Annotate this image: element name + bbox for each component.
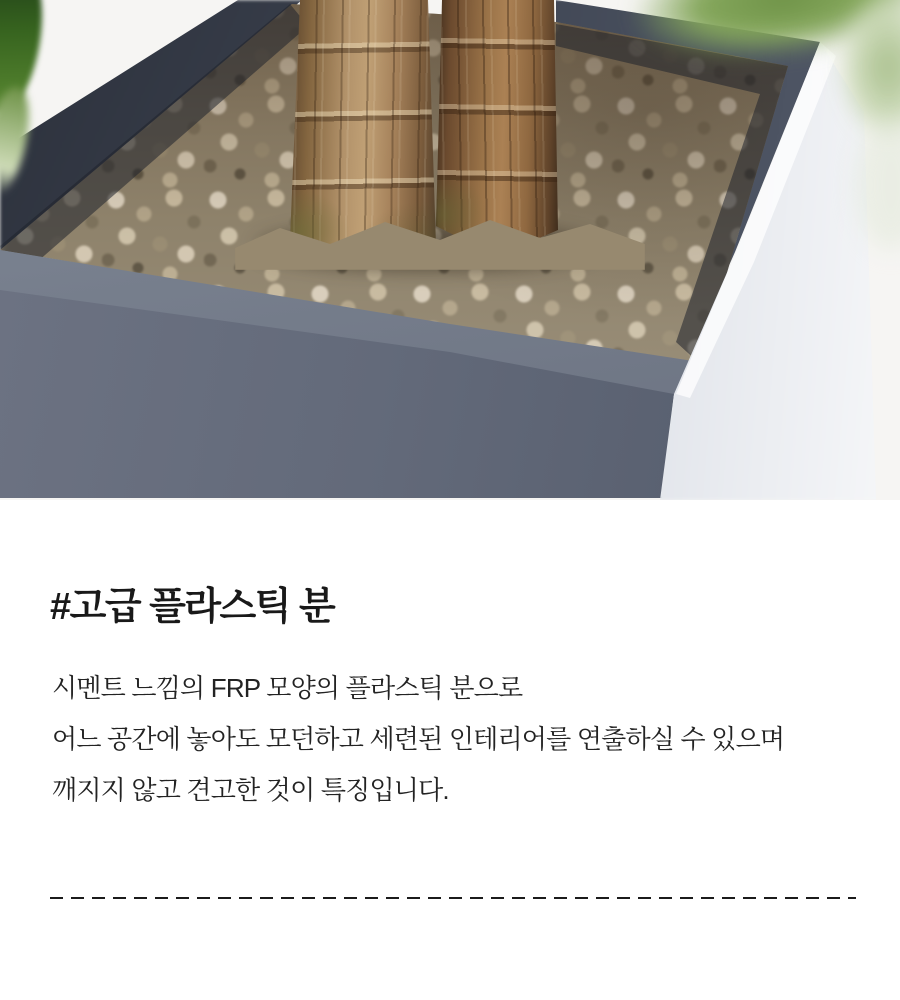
description-section [0, 500, 900, 1000]
description-text [52, 663, 852, 816]
description-line: 어느 공간에 놓아도 모던하고 세련된 인테리어를 연출하실 수 있으며 [52, 724, 785, 754]
plant-trunk-right [436, 0, 558, 242]
dashed-divider [50, 897, 856, 899]
description-line: 시멘트 느낌의 FRP 모양의 플라스틱 분으로 [52, 673, 523, 703]
section-heading: #고급 플라스틱 분 [50, 586, 335, 628]
plant-trunk-left [290, 0, 436, 258]
description-line: 깨지지 않고 견고한 것이 특징입니다. [52, 775, 449, 805]
